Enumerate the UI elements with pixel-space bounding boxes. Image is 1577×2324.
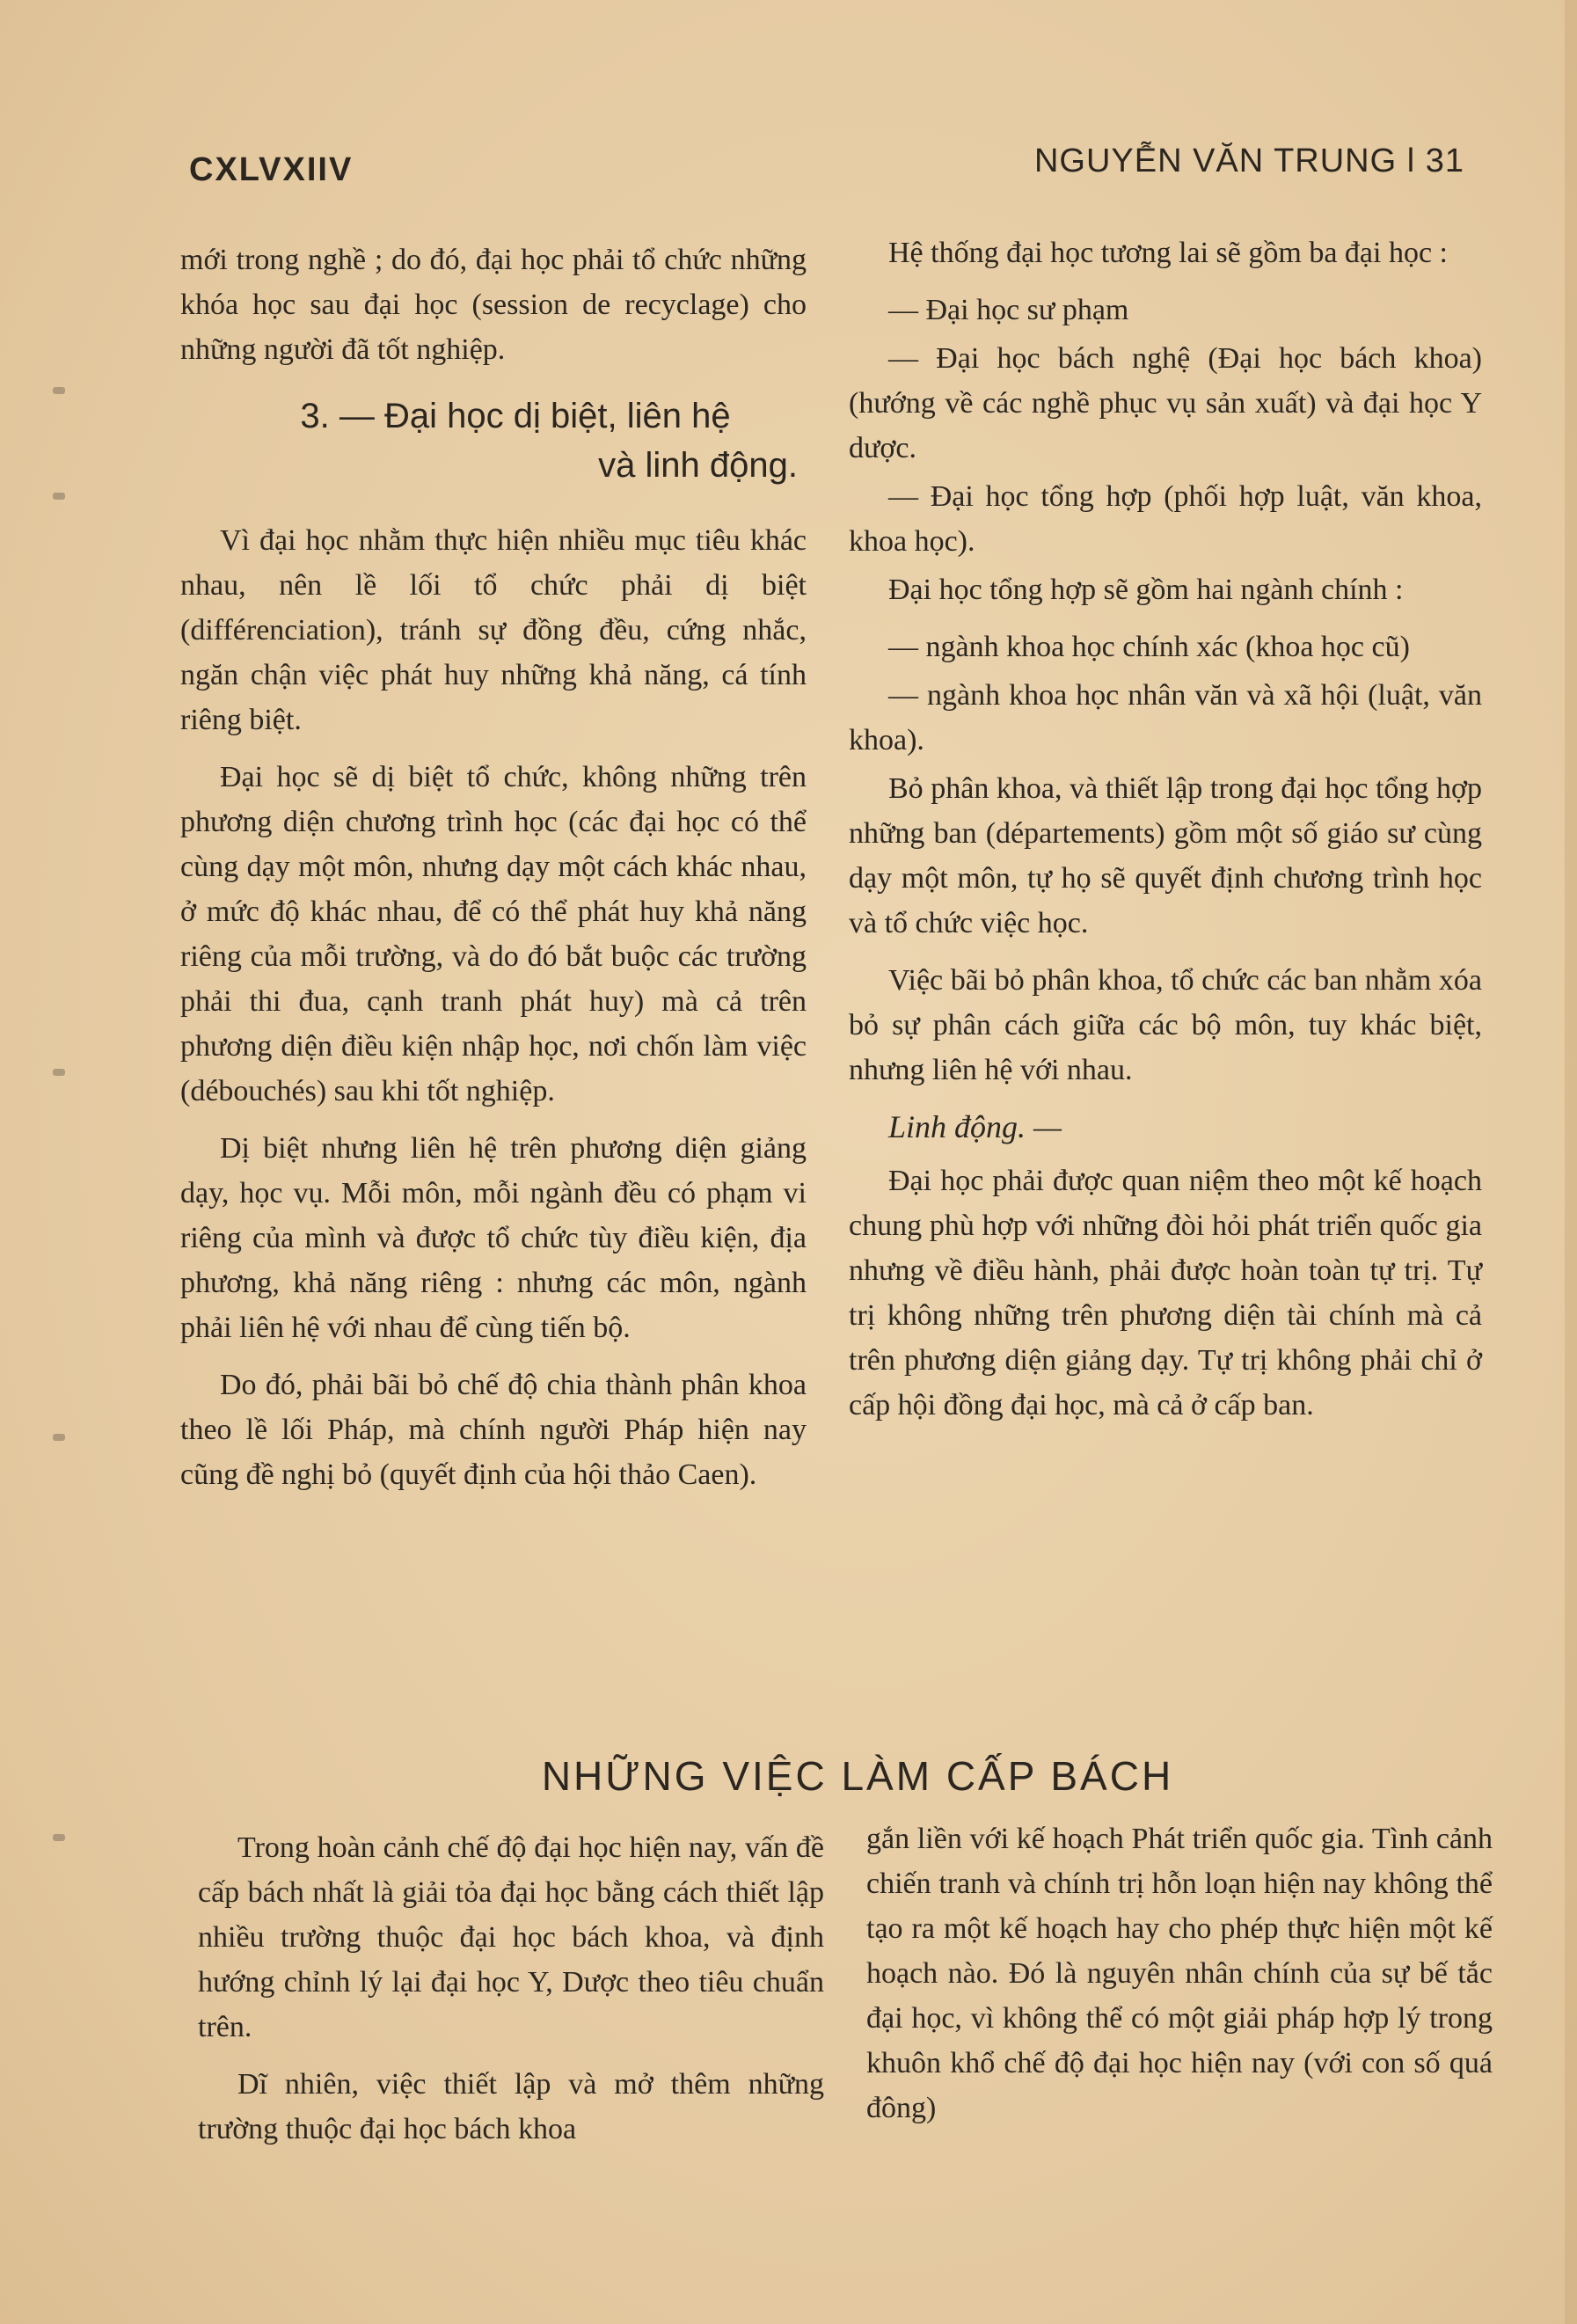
paragraph: mới trong nghề ; do đó, đại học phải tổ chức những khóa học sau đại học (session de recyclage) cho những người đã tốt nghiệp. xyxy=(180,244,807,366)
right-column-bottom xyxy=(866,1816,1493,2143)
section-heading-line1: 3. — Đại học dị biệt, liên hệ xyxy=(300,397,731,435)
margin-mark xyxy=(53,1434,65,1441)
list-item: — Đại học tổng hợp (phối hợp luật, văn khoa, khoa học). xyxy=(849,480,1482,558)
paragraph: Dĩ nhiên, việc thiết lập và mở thêm những trường thuộc đại học bách khoa xyxy=(198,2068,824,2145)
paragraph: Đại học tổng hợp sẽ gồm hai ngành chính : xyxy=(888,574,1404,606)
left-column-bottom xyxy=(198,1825,824,2164)
paragraph: Việc bãi bỏ phân khoa, tổ chức các ban nhằm xóa bỏ sự phân cách giữa các bộ môn, tuy khác biệt, nhưng liên hệ với nhau. xyxy=(849,964,1482,1086)
margin-mark xyxy=(53,1834,65,1841)
list-item: — Đại học sư phạm xyxy=(888,294,1129,326)
header-author-page: NGUYỄN VĂN TRUNG l 31 xyxy=(1033,143,1464,179)
list-item: — Đại học bách nghệ (Đại học bách khoa) (hướng về các nghề phục vụ sản xuất) và đại học Y dược. xyxy=(849,342,1482,464)
section-heading xyxy=(180,391,807,490)
paragraph: Đại học phải được quan niệm theo một kế hoạch chung phù hợp với những đòi hỏi phát triển quốc gia nhưng về điều hành, phải được hoàn toàn tự trị. Tự trị không những trên phương diện tài chính mà cả trên phương diện giảng dạy. Tự trị không phải chỉ ở cấp hội đồng đại học, mà cả ở cấp ban. xyxy=(849,1165,1482,1421)
paragraph: Đại học sẽ dị biệt tổ chức, không những trên phương diện chương trình học (các đại học có thể cùng dạy một môn, nhưng dạy một cách khác nhau, ở mức độ khác nhau, để có thể phát huy khả năng riêng của mỗi trường, và do đó bắt buộc các trường phải thi đua, cạnh tranh phát huy) mà cả trên phương diện điều kiện nhập học, nơi chốn làm việc (débouchés) sau khi tốt nghiệp. xyxy=(180,761,807,1107)
running-header xyxy=(189,143,1464,195)
paragraph: Dị biệt nhưng liên hệ trên phương diện giảng dạy, học vụ. Mỗi môn, mỗi ngành đều có phạm vi riêng của mình và được tổ chức tùy điều kiện, địa phương, khả năng riêng : nhưng các môn, ngành phải liên hệ với nhau để cùng tiến bộ. xyxy=(180,1132,807,1344)
margin-mark xyxy=(53,387,65,394)
section-title-urgent-tasks: NHỮNG VIỆC LÀM CẤP BÁCH xyxy=(541,1753,1174,1799)
left-column-top xyxy=(180,238,807,1509)
right-column-top xyxy=(849,230,1482,1440)
paragraph: Vì đại học nhằm thực hiện nhiều mục tiêu khác nhau, nên lề lối tổ chức phải dị biệt (différenciation), tránh sự đồng đều, cứng nhắc, ngăn chận việc phát huy những khả năng, cá tính riêng biệt. xyxy=(180,524,807,736)
paragraph: Trong hoàn cảnh chế độ đại học hiện nay, vấn đề cấp bách nhất là giải tỏa đại học bằng cách thiết lập nhiều trường thuộc đại học bách khoa, và định hướng chỉnh lý lại đại học Y, Dược theo tiêu chuẩn trên. xyxy=(198,1831,824,2043)
margin-mark xyxy=(53,1069,65,1076)
paragraph: gắn liền với kế hoạch Phát triển quốc gia. Tình cảnh chiến tranh và chính trị hỗn loạn hiện nay không thể tạo ra một kế hoạch hay cho phép thực hiện một kế hoạch nào. Đó là nguyên nhân chính của sự bế tắc đại học, vì không thể có một giải pháp hợp lý trong khuôn khổ chế độ đại học hiện nay (với con số quá đông) xyxy=(866,1823,1493,2124)
paragraph: Do đó, phải bãi bỏ chế độ chia thành phân khoa theo lề lối Pháp, mà chính người Pháp hiện nay cũng đề nghị bỏ (quyết định của hội thảo Caen). xyxy=(180,1369,807,1491)
paragraph: Bỏ phân khoa, và thiết lập trong đại học tổng hợp những ban (départements) gồm một số giáo sư cùng dạy một môn, tự họ sẽ quyết định chương trình học và tổ chức việc học. xyxy=(849,772,1482,939)
section-heading-line2: và linh động. xyxy=(598,446,798,485)
list-item: — ngành khoa học nhân văn và xã hội (luật, văn khoa). xyxy=(849,679,1482,756)
margin-mark xyxy=(53,493,65,500)
header-left-label: CXLVXIIV xyxy=(189,151,354,188)
subheading: Linh động. — xyxy=(888,1109,1062,1144)
page-edge-shadow xyxy=(1565,0,1577,2324)
paragraph: Hệ thống đại học tương lai sẽ gồm ba đại học : xyxy=(888,237,1448,269)
list-item: — ngành khoa học chính xác (khoa học cũ) xyxy=(888,631,1410,663)
